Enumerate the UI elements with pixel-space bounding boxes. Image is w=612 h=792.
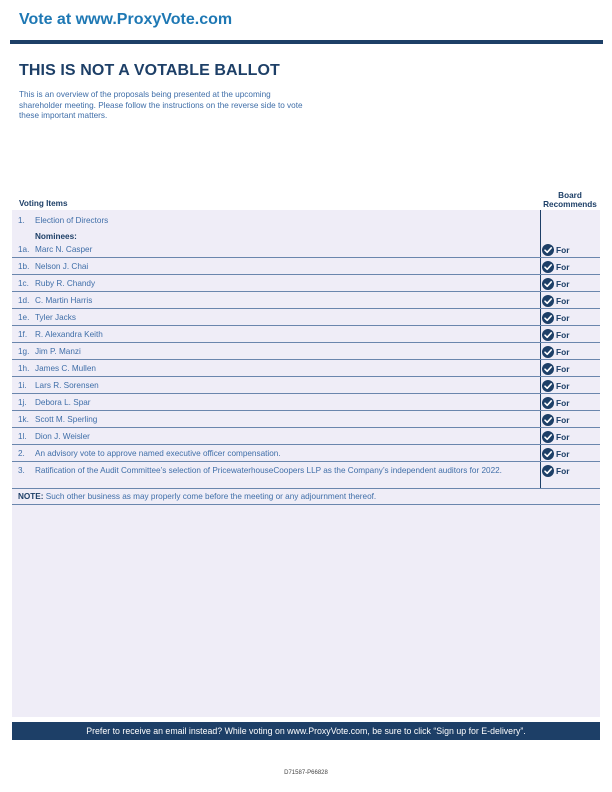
recommendation-label: For xyxy=(556,415,570,425)
row-recommendation xyxy=(542,414,570,426)
document-code: D71587-P66828 xyxy=(284,770,328,776)
recommendation-label: For xyxy=(556,381,570,391)
recommendation-label: For xyxy=(556,449,570,459)
election-text: Election of Directors xyxy=(35,216,109,225)
row-recommendation xyxy=(542,278,570,290)
row-text: Dion J. Weisler xyxy=(35,432,90,441)
row-recommendation xyxy=(542,346,570,358)
board-recommends-line1: Board xyxy=(558,191,582,200)
recommendation-label: For xyxy=(556,398,570,408)
recommendation-label: For xyxy=(556,432,570,442)
row-recommendation xyxy=(542,431,570,443)
row-number: 1f. xyxy=(18,330,28,339)
board-recommends-line2: Recommends xyxy=(543,200,597,209)
row-text: Jim P. Manzi xyxy=(35,347,81,356)
row-recommendation xyxy=(542,295,570,307)
check-circle-icon xyxy=(542,261,554,273)
table-row xyxy=(12,377,600,394)
row-recommendation xyxy=(542,465,570,477)
row-text: Nelson J. Chai xyxy=(35,262,89,271)
row-recommendation xyxy=(542,397,570,409)
recommendation-label: For xyxy=(556,262,570,272)
row-recommendation xyxy=(542,312,570,324)
recommendation-label: For xyxy=(556,364,570,374)
row-text: An advisory vote to approve named executive officer compensation. xyxy=(35,449,281,458)
table-row xyxy=(12,326,600,343)
table-row xyxy=(12,445,600,462)
row-number: 1c. xyxy=(18,279,29,288)
row-number: 1k. xyxy=(18,415,29,424)
check-circle-icon xyxy=(542,346,554,358)
row-text: C. Martin Harris xyxy=(35,296,93,305)
table-row xyxy=(12,360,600,377)
check-circle-icon xyxy=(542,414,554,426)
table-row xyxy=(12,428,600,445)
row-number: 1i. xyxy=(18,381,27,390)
table-row xyxy=(12,462,600,489)
recommendation-label: For xyxy=(556,466,570,476)
table-row xyxy=(12,258,600,275)
row-text: Scott M. Sperling xyxy=(35,415,98,424)
ballot-heading: THIS IS NOT A VOTABLE BALLOT xyxy=(19,62,280,79)
check-circle-icon xyxy=(542,278,554,290)
row-recommendation xyxy=(542,329,570,341)
note-text: Such other business as may properly come before the meeting or any adjournment thereof. xyxy=(43,492,377,501)
row-text: Lars R. Sorensen xyxy=(35,381,99,390)
row-recommendation xyxy=(542,363,570,375)
election-num: 1. xyxy=(18,216,25,225)
check-circle-icon xyxy=(542,312,554,324)
check-circle-icon xyxy=(542,448,554,460)
row-number: 1j. xyxy=(18,398,27,407)
note-label: NOTE: xyxy=(18,492,44,501)
note-row xyxy=(12,489,600,505)
row-number: 1h. xyxy=(18,364,30,373)
footer-banner: Prefer to receive an email instead? While voting on www.ProxyVote.com, be sure to click “Sign up for E-delivery”. xyxy=(12,722,600,740)
row-number: 1e. xyxy=(18,313,30,322)
row-number: 3. xyxy=(18,466,25,475)
row-number: 1l. xyxy=(18,432,27,441)
row-text: R. Alexandra Keith xyxy=(35,330,103,339)
header-divider xyxy=(10,40,603,44)
recommendation-label: For xyxy=(556,313,570,323)
row-text: Tyler Jacks xyxy=(35,313,76,322)
header-title: Vote at www.ProxyVote.com xyxy=(19,11,233,28)
voting-items-header: Voting Items xyxy=(19,199,68,208)
nominees-label: Nominees: xyxy=(35,232,77,241)
row-recommendation xyxy=(542,380,570,392)
table-row xyxy=(12,292,600,309)
row-text: Debora L. Spar xyxy=(35,398,91,407)
recommendation-label: For xyxy=(556,347,570,357)
row-recommendation xyxy=(542,261,570,273)
check-circle-icon xyxy=(542,363,554,375)
table-row xyxy=(12,275,600,292)
row-text: Ruby R. Chandy xyxy=(35,279,96,288)
check-circle-icon xyxy=(542,295,554,307)
table-row xyxy=(12,394,600,411)
recommendation-label: For xyxy=(556,296,570,306)
table-row xyxy=(12,411,600,428)
table-row xyxy=(12,241,600,258)
row-text: James C. Mullen xyxy=(35,364,96,373)
ballot-intro: This is an overview of the proposals being presented at the upcoming shareholder meeting. Please follow the instructions on the reverse side to vote these important matters. xyxy=(19,90,303,121)
row-text: Marc N. Casper xyxy=(35,245,93,254)
recommendation-label: For xyxy=(556,330,570,340)
check-circle-icon xyxy=(542,380,554,392)
check-circle-icon xyxy=(542,465,554,477)
row-text: Ratification of the Audit Committee’s selection of PricewaterhouseCoopers LLP as the Company’s independent auditors for 2022. xyxy=(35,466,502,475)
row-number: 1a. xyxy=(18,245,30,254)
row-recommendation xyxy=(542,448,570,460)
check-circle-icon xyxy=(542,329,554,341)
recommendation-label: For xyxy=(556,279,570,289)
row-number: 1d. xyxy=(18,296,30,305)
board-recommends-header xyxy=(536,191,604,209)
table-row xyxy=(12,343,600,360)
check-circle-icon xyxy=(542,397,554,409)
check-circle-icon xyxy=(542,431,554,443)
row-number: 1b. xyxy=(18,262,30,271)
row-number: 2. xyxy=(18,449,25,458)
row-recommendation xyxy=(542,244,570,256)
recommendation-label: For xyxy=(556,245,570,255)
table-row xyxy=(12,309,600,326)
row-number: 1g. xyxy=(18,347,30,356)
check-circle-icon xyxy=(542,244,554,256)
